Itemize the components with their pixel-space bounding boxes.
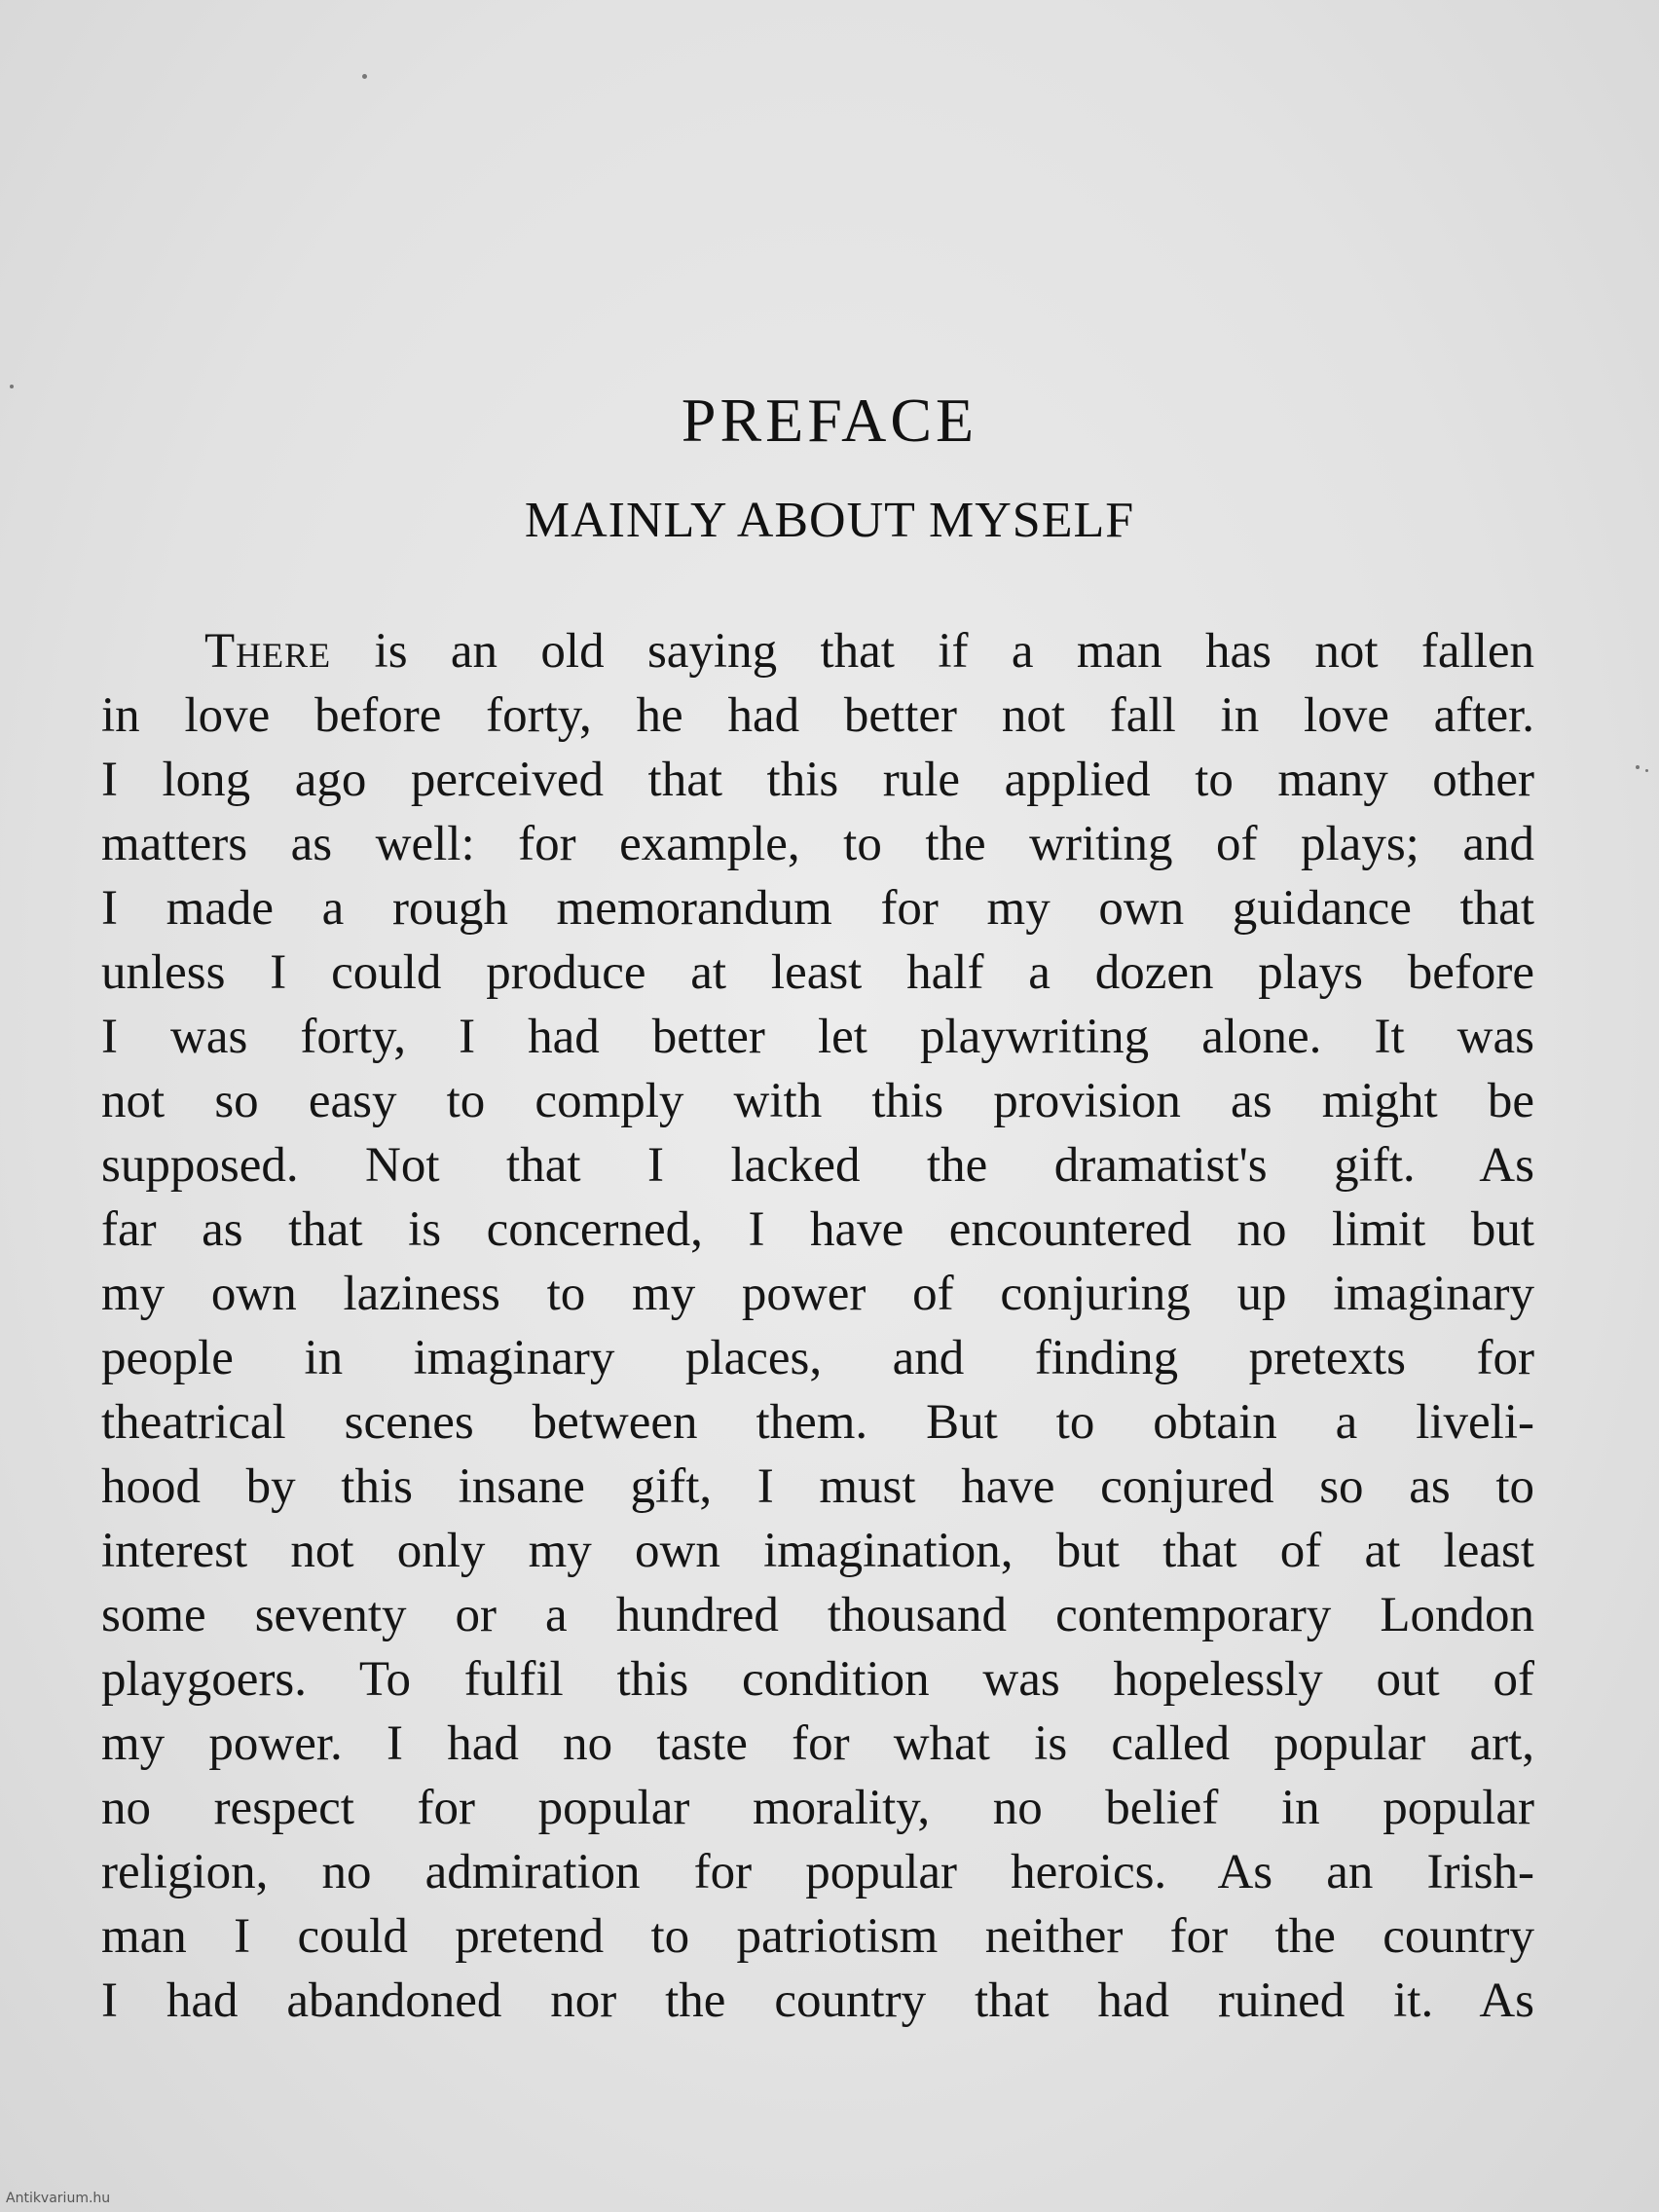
text-line: interest not only my own imagination, but that of at least	[101, 1524, 1534, 1578]
text-line: man I could pretend to patriotism neither for the country	[101, 1909, 1534, 1964]
text-line: my power. I had no taste for what is called popular art,	[101, 1716, 1534, 1771]
text-line: people in imaginary places, and finding pretexts for	[101, 1331, 1534, 1385]
text-line: I was forty, I had better let playwriting alone. It was	[101, 1010, 1534, 1064]
text-line: playgoers. To fulfil this condition was hopelessly out of	[101, 1652, 1534, 1707]
drop-word: There	[204, 624, 332, 679]
page-speck	[1636, 765, 1640, 769]
text-line: my own laziness to my power of conjuring up imaginary	[101, 1267, 1534, 1321]
page-subtitle: MAINLY ABOUT MYSELF	[524, 493, 1135, 548]
body-paragraph	[101, 619, 1534, 2033]
page-speck	[362, 74, 367, 79]
text-line: in love before forty, he had better not fall in love after.	[101, 688, 1534, 743]
text-line: I long ago perceived that this rule applied to many other	[101, 753, 1534, 807]
first-line-rest: is an old saying that if a man has not fallen	[331, 624, 1534, 679]
text-line: unless I could produce at least half a dozen plays before	[101, 945, 1534, 1000]
text-line: theatrical scenes between them. But to obtain a liveli-	[101, 1395, 1534, 1450]
text-line: matters as well: for example, to the writing of plays; and	[101, 817, 1534, 871]
page-speck	[1645, 769, 1648, 772]
text-line: not so easy to comply with this provision as might be	[101, 1074, 1534, 1128]
text-line: supposed. Not that I lacked the dramatist's gift. As	[101, 1138, 1534, 1193]
text-line: I had abandoned nor the country that had ruined it. As	[101, 1973, 1534, 2028]
text-line: I made a rough memorandum for my own guidance that	[101, 881, 1534, 936]
text-line: no respect for popular morality, no belief in popular	[101, 1781, 1534, 1835]
watermark: Antikvarium.hu	[6, 2191, 111, 2206]
text-line: some seventy or a hundred thousand contemporary London	[101, 1588, 1534, 1642]
text-line: far as that is concerned, I have encountered no limit but	[101, 1202, 1534, 1257]
text-line-first	[101, 619, 1534, 683]
text-line: hood by this insane gift, I must have conjured so as to	[101, 1459, 1534, 1514]
page-title: PREFACE	[681, 386, 978, 455]
text-line: religion, no admiration for popular heroics. As an Irish-	[101, 1845, 1534, 1899]
